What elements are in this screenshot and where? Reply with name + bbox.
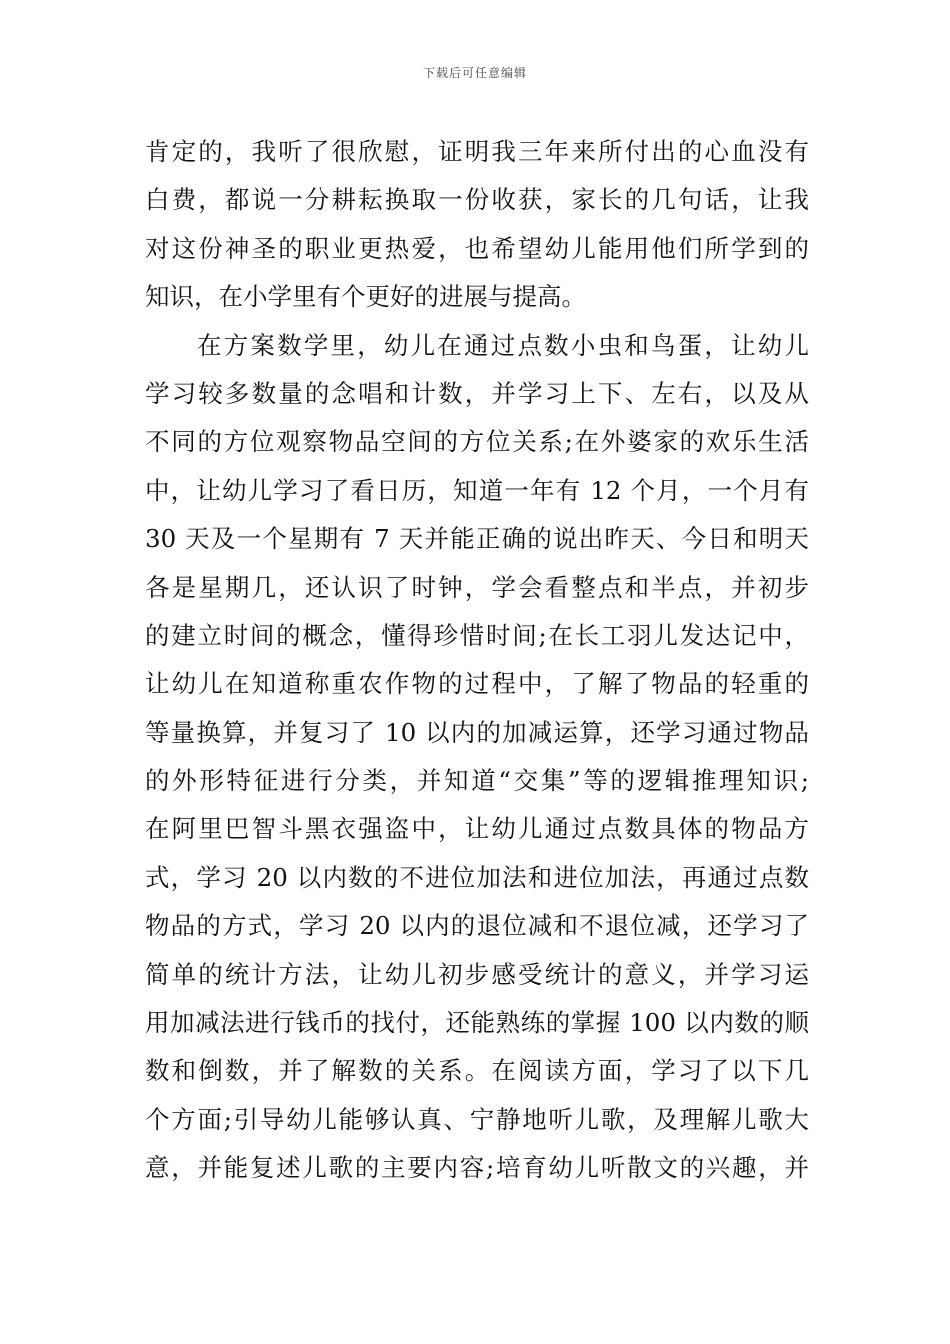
text-line: 中，让幼儿学习了看日历，知道一年有 12 个月，一个月有: [145, 475, 809, 505]
text-line: 白费，都说一分耕耘换取一份收获，家长的几句话，让我: [145, 185, 809, 215]
text-line: 个方面;引导幼儿能够认真、宁静地听儿歌，及理解儿歌大: [145, 1104, 809, 1134]
body-text: [145, 128, 809, 1193]
header-note: 下载后可任意编辑: [422, 66, 527, 80]
text-line: 数和倒数，并了解数的关系。在阅读方面，学习了以下几: [145, 1056, 809, 1086]
text-line: 的建立时间的概念，懂得珍惜时间;在长工羽儿发达记中，: [145, 620, 809, 650]
text-line: 学习较多数量的念唱和计数，并学习上下、左右，以及从: [145, 378, 809, 408]
text-line: 对这份神圣的职业更热爱，也希望幼儿能用他们所学到的: [145, 233, 809, 263]
text-line: 肯定的，我听了很欣慰，证明我三年来所付出的心血没有: [145, 137, 809, 166]
text-line: 物品的方式，学习 20 以内的退位减和不退位减，还学习了: [145, 911, 809, 941]
text-line: 知识，在小学里有个更好的进展与提高。: [145, 282, 586, 312]
text-line: 各是星期几，还认识了时钟，学会看整点和半点，并初步: [145, 572, 809, 602]
text-line: 的外形特征进行分类，并知道“交集”等的逻辑推理知识;: [145, 766, 809, 796]
text-line: 让幼儿在知道称重农作物的过程中，了解了物品的轻重的: [145, 669, 809, 699]
text-line: 意，并能复述儿歌的主要内容;培育幼儿听散文的兴趣，并: [145, 1153, 809, 1183]
text-line: 简单的统计方法，让幼儿初步感受统计的意义，并学习运: [145, 959, 809, 989]
text-line: 不同的方位观察物品空间的方位关系;在外婆家的欢乐生活: [145, 427, 809, 457]
text-line: 在阿里巴智斗黑衣强盗中，让幼儿通过点数具体的物品方: [145, 814, 809, 844]
text-line: 用加减法进行钱币的找付，还能熟练的掌握 100 以内数的顺: [145, 1008, 809, 1038]
text-line: 30 天及一个星期有 7 天并能正确的说出昨天、今日和明天: [145, 524, 809, 554]
text-line: 在方案数学里，幼儿在通过点数小虫和鸟蛋，让幼儿: [197, 330, 809, 360]
text-line: 式，学习 20 以内数的不进位加法和进位加法，再通过点数: [145, 862, 809, 892]
text-line: 等量换算，并复习了 10 以内的加减运算，还学习通过物品: [145, 717, 809, 747]
